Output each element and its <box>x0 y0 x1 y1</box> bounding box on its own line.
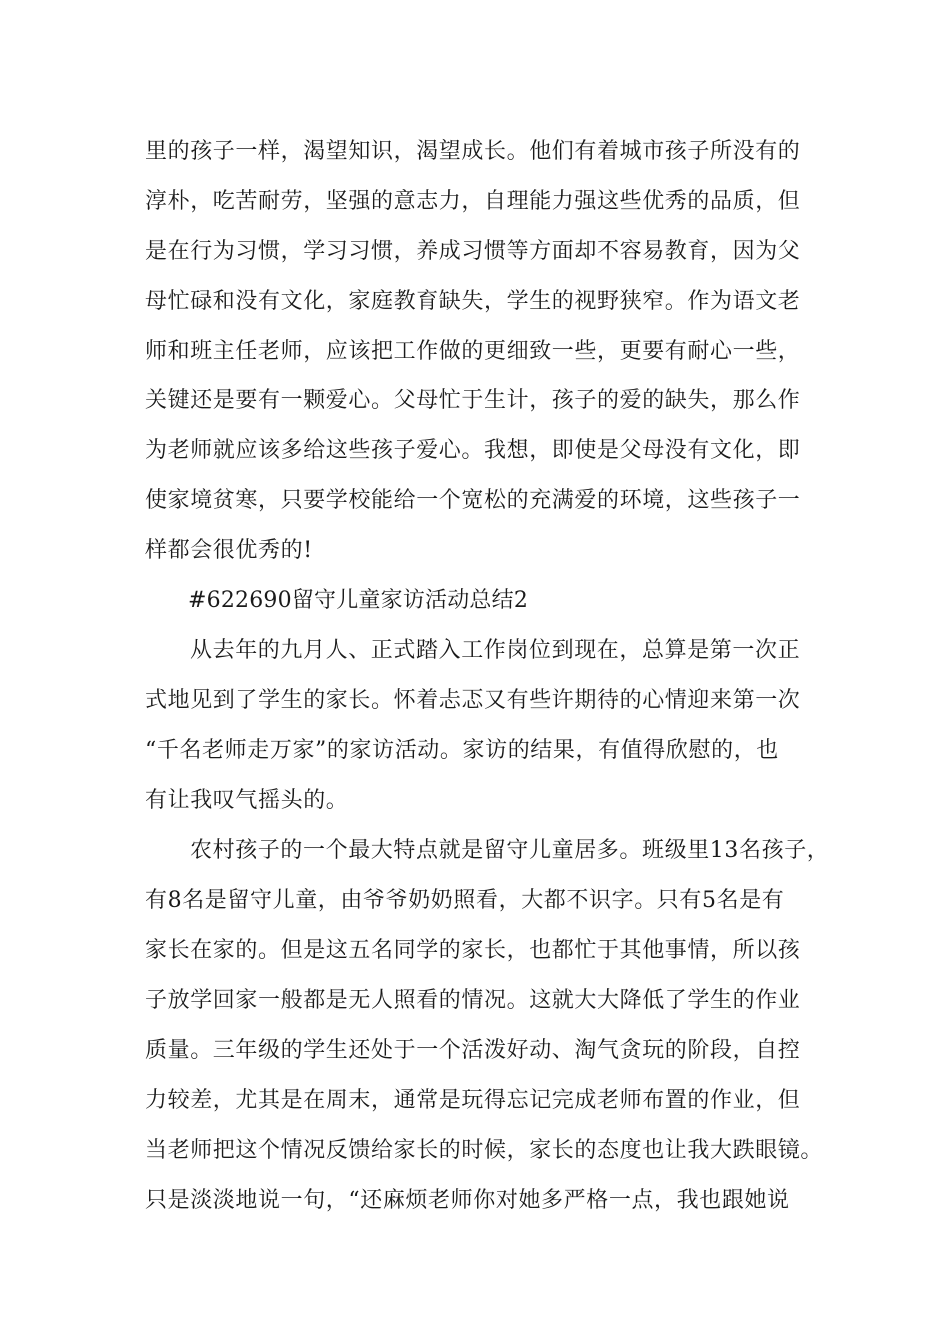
text-line: 质量。三年级的学生还处于一个活泼好动、淘气贪玩的阶段，自控 <box>145 1038 801 1063</box>
text-line: 家长在家的。但是这五名同学的家长，也都忙于其他事情，所以孩 <box>145 938 801 963</box>
paragraph-first-line: 农村孩子的一个最大特点就是留守儿童居多。班级里13名孩子， <box>190 838 830 863</box>
text-line: 式地见到了学生的家长。怀着忐忑又有些许期待的心情迎来第一次 <box>145 688 801 713</box>
text-line: 是在行为习惯，学习习惯，养成习惯等方面却不容易教育，因为父 <box>145 239 801 264</box>
text-line: 力较差，尤其是在周末，通常是玩得忘记完成老师布置的作业，但 <box>145 1088 801 1113</box>
text-line: 样都会很优秀的! <box>145 538 313 563</box>
text-line: 只是淡淡地说一句，“还麻烦老师你对她多严格一点，我也跟她说 <box>145 1188 790 1213</box>
text-line: 关键还是要有一颗爱心。父母忙于生计，孩子的爱的缺失，那么作 <box>145 388 801 413</box>
paragraph-first-line: 从去年的九月人、正式踏入工作岗位到现在，总算是第一次正 <box>190 638 801 663</box>
text-line: 淳朴，吃苦耐劳，坚强的意志力，自理能力强这些优秀的品质，但 <box>145 189 801 214</box>
text-line: 子放学回家一般都是无人照看的情况。这就大大降低了学生的作业 <box>145 988 801 1013</box>
text-line: 为老师就应该多给这些孩子爱心。我想，即使是父母没有文化，即 <box>145 438 801 463</box>
text-line: 母忙碌和没有文化，家庭教育缺失，学生的视野狭窄。作为语文老 <box>145 289 801 314</box>
text-line: 有让我叹气摇头的。 <box>145 788 349 813</box>
text-line: 使家境贫寒，只要学校能给一个宽松的充满爱的环境，这些孩子一 <box>145 488 801 513</box>
text-line: 有8名是留守儿童，由爷爷奶奶照看，大都不识字。只有5名是有 <box>145 888 785 913</box>
text-line: 当老师把这个情况反馈给家长的时候，家长的态度也让我大跌眼镜。 <box>145 1138 824 1163</box>
text-line: “千名老师走万家”的家访活动。家访的结果，有值得欣慰的，也 <box>145 738 779 763</box>
text-line: 里的孩子一样，渴望知识，渴望成长。他们有着城市孩子所没有的 <box>145 139 801 164</box>
text-line: 师和班主任老师，应该把工作做的更细致一些，更要有耐心一些， <box>145 339 801 364</box>
section-heading: #622690留守儿童家访活动总结2 <box>188 588 529 613</box>
